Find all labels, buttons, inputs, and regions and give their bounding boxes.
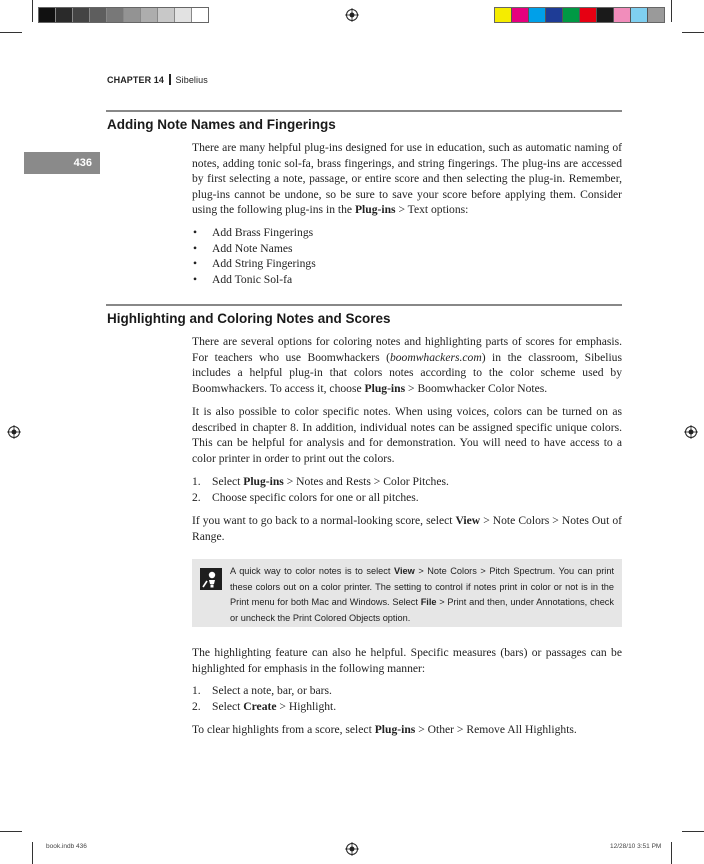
crop-mark: [682, 831, 704, 832]
gray-swatch: [39, 8, 56, 22]
paragraph: The highlighting feature can also he helpful. Specific measures (bars) or passages can be highlighted for emphasis in the following manner:: [192, 646, 622, 675]
color-swatch: [580, 8, 597, 22]
color-swatch: [631, 8, 648, 22]
registration-mark-icon: [345, 842, 359, 856]
crop-mark: [0, 32, 22, 33]
step-number: 1.: [192, 475, 201, 488]
list-item: • Add Brass Fingerings: [192, 225, 316, 241]
color-swatch: [597, 8, 614, 22]
paragraph: There are many helpful plug-ins designed for use in education, such as automatic naming of notes, adding tonic sol-fa, brass fingerings, and string fingerings. The plug-ins are accessed by first selecting a note, passage, or entire score and then selecting the plug-in. Remember, plug-ins cannot be undone, so be sure to save your score before applying them. Consider using the following plug-ins in the Plug-ins > Text options:: [192, 141, 622, 216]
gray-swatch: [141, 8, 158, 22]
book-title: Sibelius: [175, 75, 208, 85]
gray-swatch: [90, 8, 107, 22]
numbered-list: [192, 683, 336, 714]
section-heading: Highlighting and Coloring Notes and Scores: [107, 311, 391, 326]
crop-mark: [32, 842, 33, 864]
gray-swatch: [192, 8, 208, 22]
gray-swatch: [124, 8, 141, 22]
list-item: 1. Select Plug-ins > Notes and Rests > Color Pitches.: [192, 475, 449, 488]
crop-mark: [671, 0, 672, 22]
color-swatch: [648, 8, 664, 22]
paragraph: It is also possible to color specific notes. When using voices, colors can be turned on as described in chapter 8. In addition, individual notes can be assigned specific unique colors. This can be helpful for analysis and for demonstration. You will need to have access to a color printer in order to print out the colors.: [192, 405, 622, 465]
crop-mark: [0, 831, 22, 832]
gray-swatch: [158, 8, 175, 22]
color-swatch: [546, 8, 563, 22]
crop-mark: [671, 842, 672, 864]
gray-swatch: [175, 8, 192, 22]
tip-text: A quick way to color notes is to select View > Note Colors > Pitch Spectrum. You can print these colors out on a color printer. The setting to control if notes print in color or not is in the Print menu for both Mac and Windows. Select File > Print and then, under Annotations, check or uncheck the Print Colored Objects option.: [230, 566, 614, 623]
list-item: • Add String Fingerings: [192, 256, 316, 272]
step-number: 2.: [192, 490, 201, 504]
tip-icon: [200, 568, 222, 590]
chapter-label: CHAPTER 14: [107, 75, 165, 85]
gray-swatch: [107, 8, 124, 22]
website-text: boomwhackers.com: [389, 350, 482, 364]
registration-mark-icon: [345, 8, 359, 22]
step-number: 1.: [192, 684, 201, 697]
gray-swatch: [73, 8, 90, 22]
paragraph: To clear highlights from a score, select Plug-ins > Other > Remove All Highlights.: [192, 723, 577, 736]
color-swatch: [563, 8, 580, 22]
grayscale-calibration-bar: [38, 7, 209, 23]
list-item: • Add Tonic Sol-fa: [192, 272, 316, 288]
bullet-list: [192, 225, 316, 287]
section-rule: [106, 304, 622, 306]
crop-mark: [682, 32, 704, 33]
list-item: 2. Select Create > Highlight.: [192, 699, 337, 713]
list-item: 2. Choose specific colors for one or all pitches.: [192, 490, 419, 504]
step-number: 2.: [192, 699, 201, 713]
tip-box: [192, 559, 622, 627]
color-swatch: [614, 8, 631, 22]
color-calibration-bar: [494, 7, 665, 23]
crop-mark: [32, 0, 33, 22]
footer-file-info: book.indb 436: [46, 843, 87, 850]
section-heading: Adding Note Names and Fingerings: [107, 117, 336, 132]
numbered-list: [192, 474, 449, 505]
footer-timestamp: 12/28/10 3:51 PM: [610, 843, 662, 850]
paragraph: If you want to go back to a normal-looking score, select View > Note Colors > Notes Out of Range.: [192, 514, 622, 543]
color-swatch: [495, 8, 512, 22]
list-item: • Add Note Names: [192, 241, 316, 257]
running-header: [107, 74, 208, 85]
gray-swatch: [56, 8, 73, 22]
paragraph: There are several options for coloring notes and highlighting parts of scores for emphasis. For teachers who use Boomwhackers (boomwhackers.com) in the classroom, Sibelius includes a helpful plug-in that colors notes according to the color scheme used by Boomwhackers. To access it, choose Plug-ins > Boomwhacker Color Notes.: [192, 335, 622, 395]
color-swatch: [529, 8, 546, 22]
page-number: 436: [24, 152, 100, 174]
registration-mark-icon: [7, 425, 21, 439]
section-rule: [106, 110, 622, 112]
color-swatch: [512, 8, 529, 22]
registration-mark-icon: [684, 425, 698, 439]
header-divider: [169, 74, 171, 85]
list-item: 1. Select a note, bar, or bars.: [192, 684, 332, 697]
